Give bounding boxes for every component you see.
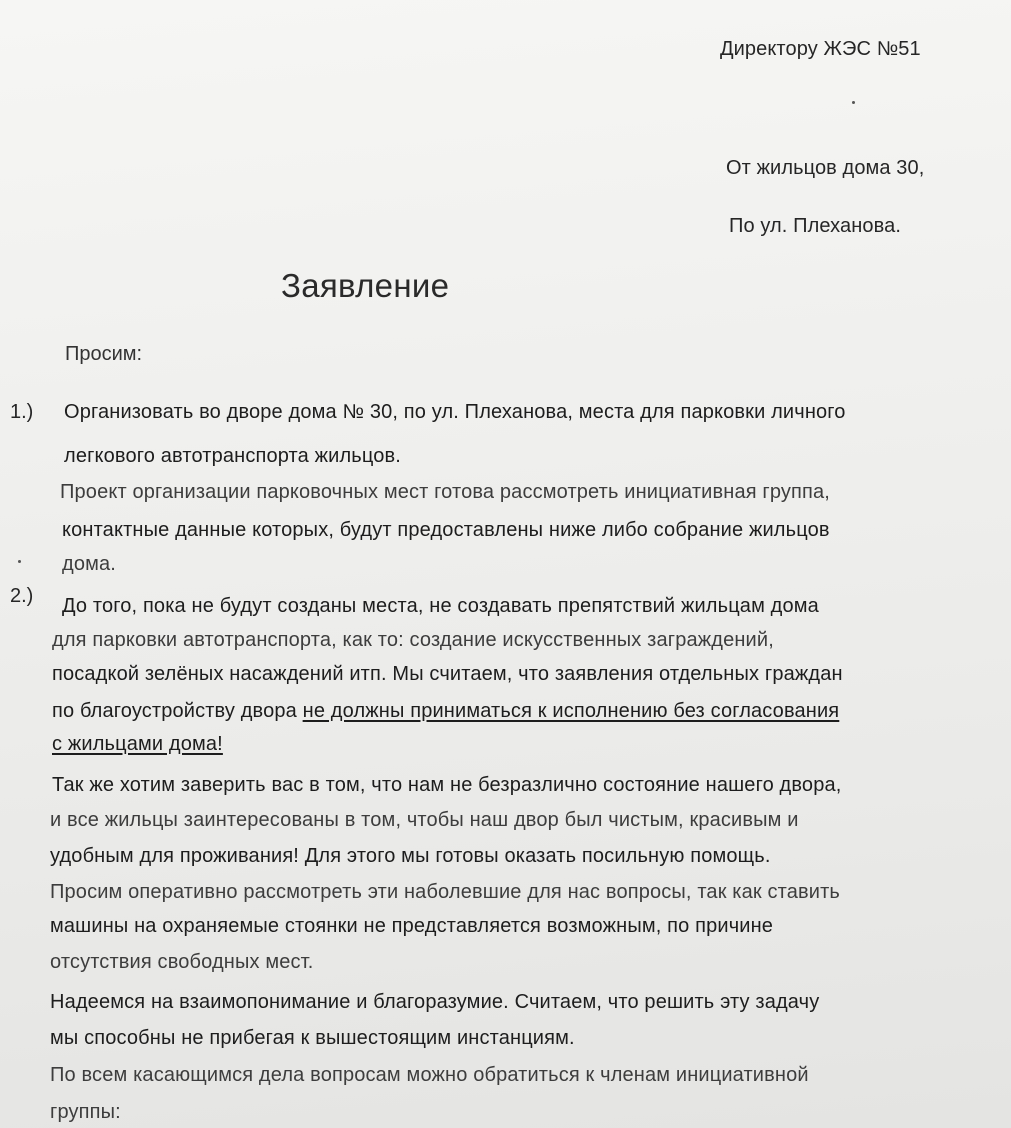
underlined-text: не должны приниматься к исполнению без согласования (302, 700, 840, 722)
paragraph-line: группы: (50, 1101, 121, 1123)
paragraph-line: мы способны не прибегая к вышестоящим инстанциям. (50, 1027, 575, 1049)
item-1-line: Проект организации парковочных мест готова рассмотреть инициативная группа, (60, 481, 830, 503)
item-2-line: посадкой зелёных насаждений итп. Мы считаем, что заявления отдельных граждан (52, 663, 843, 685)
item-2-number: 2.) (10, 585, 34, 607)
recipient-line: Директору ЖЭС №51 (720, 38, 921, 60)
paragraph-line: Просим оперативно рассмотреть эти наболевшие для нас вопросы, так как ставить (50, 881, 841, 903)
item-1-line: дома. (62, 553, 116, 575)
sender-line-1: От жильцов дома 30, (726, 157, 925, 179)
paragraph-line: Так же хотим заверить вас в том, что нам не безразлично состояние нашего двора, (52, 774, 842, 796)
plain-text: по благоустройству двора (52, 700, 303, 722)
intro-text: Просим: (65, 343, 143, 365)
paragraph-line: Надеемся на взаимопонимание и благоразумие. Считаем, что решить эту задачу (50, 991, 820, 1013)
item-1-line: контактные данные которых, будут предоставлены ниже либо собрание жильцов (62, 519, 830, 541)
paper-speck (18, 560, 21, 563)
item-1-number: 1.) (10, 401, 34, 423)
item-2-line-with-underline (52, 699, 839, 723)
paragraph-line: удобным для проживания! Для этого мы готовы оказать посильную помощь. (50, 845, 771, 867)
document-title: Заявление (281, 267, 450, 304)
underlined-text: с жильцами дома! (52, 733, 223, 755)
sender-line-2: По ул. Плеханова. (729, 215, 901, 237)
paragraph-line: По всем касающимся дела вопросам можно обратиться к членам инициативной (50, 1064, 809, 1086)
paper-speck (852, 101, 855, 104)
paragraph-line: отсутствия свободных мест. (50, 951, 314, 973)
item-1-line: Организовать во дворе дома № 30, по ул. Плеханова, места для парковки личного (64, 401, 846, 423)
paragraph-line: и все жильцы заинтересованы в том, чтобы наш двор был чистым, красивым и (50, 809, 799, 831)
item-2-line: До того, пока не будут созданы места, не создавать препятствий жильцам дома (62, 595, 819, 617)
item-1-line: легкового автотранспорта жильцов. (64, 445, 402, 467)
item-2-line: для парковки автотранспорта, как то: создание искусственных заграждений, (52, 629, 774, 651)
paragraph-line: машины на охраняемые стоянки не представляется возможным, по причине (50, 915, 774, 937)
